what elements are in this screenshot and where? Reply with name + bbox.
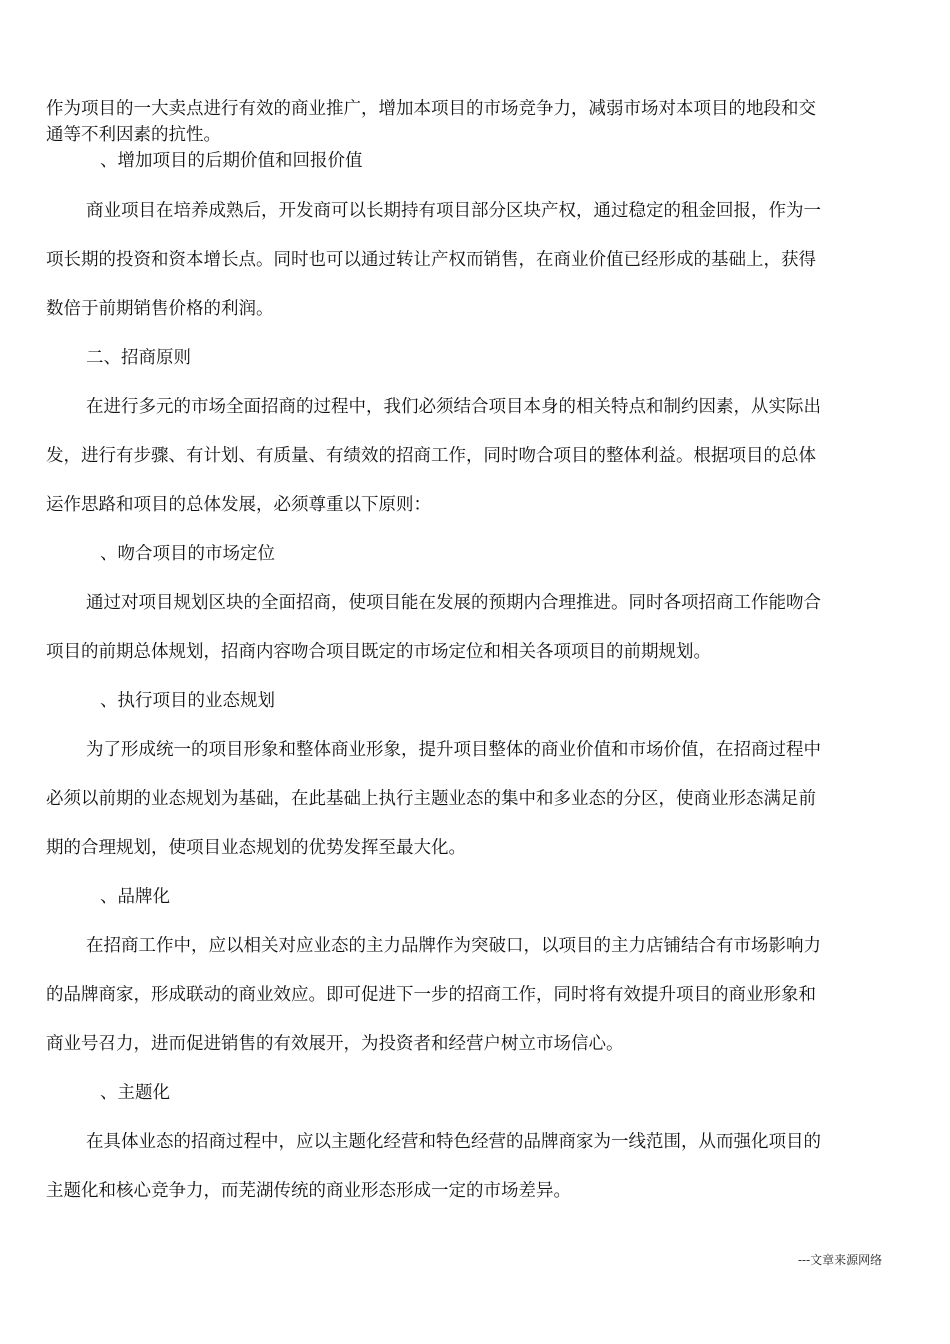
section-heading: 、主题化: [100, 1083, 170, 1103]
paragraph-line: 期的合理规划，使项目业态规划的优势发挥至最大化。: [46, 838, 466, 858]
paragraph-line: 在招商工作中，应以相关对应业态的主力品牌作为突破口，以项目的主力店铺结合有市场影响力: [86, 936, 821, 956]
paragraph-line: 的品牌商家，形成联动的商业效应。即可促进下一步的招商工作，同时将有效提升项目的商业形象和: [46, 985, 816, 1005]
paragraph-line: 通等不利因素的抗性。: [46, 125, 221, 145]
paragraph-line: 商业号召力，进而促进销售的有效展开，为投资者和经营户树立市场信心。: [46, 1034, 624, 1054]
section-heading: 、执行项目的业态规划: [100, 691, 275, 711]
paragraph-line: 通过对项目规划区块的全面招商，使项目能在发展的预期内合理推进。同时各项招商工作能吻合: [86, 593, 821, 613]
paragraph-line: 运作思路和项目的总体发展，必须尊重以下原则：: [46, 495, 431, 515]
section-heading: 二、招商原则: [86, 348, 191, 368]
paragraph-line: 商业项目在培养成熟后，开发商可以长期持有项目部分区块产权，通过稳定的租金回报，作为一: [86, 201, 821, 221]
paragraph-line: 发，进行有步骤、有计划、有质量、有绩效的招商工作，同时吻合项目的整体利益。根据项目的总体: [46, 446, 816, 466]
paragraph-line: 在具体业态的招商过程中，应以主题化经营和特色经营的品牌商家为一线范围，从而强化项目的: [86, 1132, 821, 1152]
paragraph-line: 数倍于前期销售价格的利润。: [46, 299, 274, 319]
section-heading: 、吻合项目的市场定位: [100, 544, 275, 564]
section-heading: 、增加项目的后期价值和回报价值: [100, 151, 363, 171]
paragraph-line: 项目的前期总体规划，招商内容吻合项目既定的市场定位和相关各项项目的前期规划。: [46, 642, 711, 662]
paragraph-line: 项长期的投资和资本增长点。同时也可以通过转让产权而销售，在商业价值已经形成的基础上，获得: [46, 250, 816, 270]
source-footer: ---文章来源网络: [798, 1253, 883, 1267]
paragraph-line: 在进行多元的市场全面招商的过程中，我们必须结合项目本身的相关特点和制约因素，从实际出: [86, 397, 821, 417]
paragraph-line: 必须以前期的业态规划为基础，在此基础上执行主题业态的集中和多业态的分区，使商业形态满足前: [46, 789, 816, 809]
paragraph-line: 主题化和核心竞争力，而芜湖传统的商业形态形成一定的市场差异。: [46, 1181, 571, 1201]
paragraph-line: 为了形成统一的项目形象和整体商业形象，提升项目整体的商业价值和市场价值，在招商过程中: [86, 740, 821, 760]
paragraph-line: 作为项目的一大卖点进行有效的商业推广，增加本项目的市场竞争力，减弱市场对本项目的地段和交: [46, 99, 816, 119]
section-heading: 、品牌化: [100, 887, 170, 907]
